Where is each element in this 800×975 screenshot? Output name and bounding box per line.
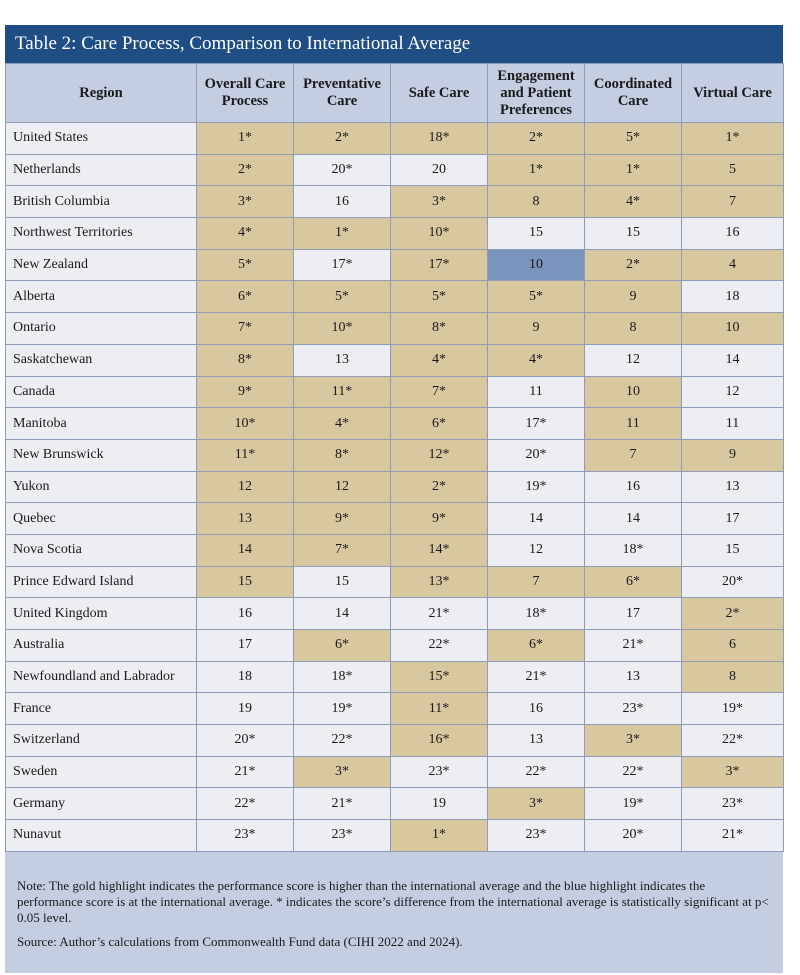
table-row [6,788,784,820]
rank-cell: 13 [294,344,391,376]
rank-cell: 9* [294,503,391,535]
rank-cell: 23* [294,820,391,852]
table-row [6,503,784,535]
rank-cell: 5* [294,281,391,313]
table-row [6,186,784,218]
region-cell: Germany [6,788,197,820]
table-row [6,566,784,598]
rank-cell: 4* [488,344,585,376]
rank-cell: 3* [488,788,585,820]
rank-cell: 1* [391,820,488,852]
rank-cell: 23* [585,693,682,725]
rank-cell: 20* [682,566,784,598]
rank-cell: 7 [682,186,784,218]
rank-cell: 12 [488,534,585,566]
table-row [6,376,784,408]
rank-cell: 16 [294,186,391,218]
region-cell: Nunavut [6,820,197,852]
rank-cell: 3* [197,186,294,218]
rank-cell: 6 [682,630,784,662]
rank-cell: 21* [294,788,391,820]
rank-cell: 20* [488,439,585,471]
column-header-safe: Safe Care [391,64,488,123]
region-cell: Alberta [6,281,197,313]
rank-cell: 7* [391,376,488,408]
table-row [6,598,784,630]
rank-cell: 7* [197,313,294,345]
column-header-overall: Overall Care Process [197,64,294,123]
rank-cell: 7* [294,534,391,566]
rank-cell: 22* [488,756,585,788]
rank-cell: 4* [585,186,682,218]
rank-cell: 14 [488,503,585,535]
rank-cell: 6* [488,630,585,662]
column-header-virtual: Virtual Care [682,64,784,123]
rank-cell: 2* [585,249,682,281]
rank-cell: 15 [488,218,585,250]
rank-cell: 5* [197,249,294,281]
table-row [6,313,784,345]
rank-cell: 1* [488,154,585,186]
region-cell: Sweden [6,756,197,788]
rank-cell: 15 [294,566,391,598]
rank-cell: 2* [488,123,585,155]
table-row [6,820,784,852]
rank-cell: 8* [294,439,391,471]
rank-cell: 23* [391,756,488,788]
region-cell: Switzerland [6,725,197,757]
rank-cell: 14* [391,534,488,566]
region-cell: Newfoundland and Labrador [6,661,197,693]
rank-cell: 12 [682,376,784,408]
rank-cell: 2* [294,123,391,155]
region-cell: New Brunswick [6,439,197,471]
rank-cell: 18* [294,661,391,693]
rank-cell: 15* [391,661,488,693]
rank-cell: 6* [585,566,682,598]
rank-cell: 3* [682,756,784,788]
rank-cell: 5* [585,123,682,155]
rank-cell: 23* [682,788,784,820]
rank-cell: 19* [585,788,682,820]
rank-cell: 4 [682,249,784,281]
region-cell: Yukon [6,471,197,503]
rank-cell: 11 [682,408,784,440]
rank-cell: 22* [682,725,784,757]
rank-cell: 21* [197,756,294,788]
table-row [6,661,784,693]
rank-cell: 22* [294,725,391,757]
rank-cell: 17 [197,630,294,662]
header-row [6,64,784,123]
rank-cell: 1* [294,218,391,250]
table-row [6,693,784,725]
rank-cell: 17 [682,503,784,535]
rank-cell: 14 [197,534,294,566]
rank-cell: 19* [294,693,391,725]
rank-cell: 9 [585,281,682,313]
table-row [6,154,784,186]
rank-cell: 18* [391,123,488,155]
table-row [6,756,784,788]
rank-cell: 20 [391,154,488,186]
rank-cell: 11* [197,439,294,471]
rank-cell: 22* [391,630,488,662]
rank-cell: 11* [294,376,391,408]
rank-cell: 21* [682,820,784,852]
rank-cell: 14 [682,344,784,376]
rank-cell: 13* [391,566,488,598]
rank-cell: 10* [294,313,391,345]
rank-cell: 20* [197,725,294,757]
rank-cell: 19 [197,693,294,725]
rank-cell: 14 [585,503,682,535]
rank-cell: 4* [294,408,391,440]
rank-cell: 16 [682,218,784,250]
region-cell: United States [6,123,197,155]
rank-cell: 3* [294,756,391,788]
table-row [6,408,784,440]
column-header-preventative: Preventative Care [294,64,391,123]
table-title: Table 2: Care Process, Comparison to International Average [5,25,783,63]
rank-cell: 13 [585,661,682,693]
rank-cell: 4* [197,218,294,250]
rank-cell: 12 [585,344,682,376]
rank-cell: 11* [391,693,488,725]
rank-cell: 12* [391,439,488,471]
rank-cell: 7 [488,566,585,598]
rank-cell: 13 [488,725,585,757]
rank-cell: 12 [197,471,294,503]
rank-cell: 17* [488,408,585,440]
rank-cell: 20* [585,820,682,852]
rank-cell: 20* [294,154,391,186]
rank-cell: 15 [682,534,784,566]
region-cell: Netherlands [6,154,197,186]
table-row [6,725,784,757]
region-cell: Nova Scotia [6,534,197,566]
table-row [6,249,784,281]
rank-cell: 16* [391,725,488,757]
rank-cell: 3* [585,725,682,757]
table-row [6,123,784,155]
region-cell: Northwest Territories [6,218,197,250]
rank-cell: 19* [488,471,585,503]
rank-cell: 3* [391,186,488,218]
rank-cell: 5 [682,154,784,186]
note-text: Note: The gold highlight indicates the performance score is higher than the international average and the blue highlight indicates the performance score is at the international average. * indicates the score’s difference from the international average is statistically significant at p< 0.05 level. [17,878,769,925]
source-text: Source: Author’s calculations from Commonwealth Fund data (CIHI 2022 and 2024). [17,934,463,949]
rank-cell: 19* [682,693,784,725]
rank-cell: 18 [682,281,784,313]
rank-cell: 10 [585,376,682,408]
rank-cell: 10 [488,249,585,281]
care-process-table [5,63,784,852]
column-header-coordinated: Coordinated Care [585,64,682,123]
region-cell: United Kingdom [6,598,197,630]
rank-cell: 16 [197,598,294,630]
rank-cell: 15 [585,218,682,250]
rank-cell: 15 [197,566,294,598]
table-row [6,630,784,662]
rank-cell: 1* [197,123,294,155]
rank-cell: 18* [488,598,585,630]
rank-cell: 6* [197,281,294,313]
rank-cell: 8 [682,661,784,693]
rank-cell: 17* [391,249,488,281]
rank-cell: 11 [488,376,585,408]
rank-cell: 8* [391,313,488,345]
rank-cell: 2* [391,471,488,503]
rank-cell: 5* [391,281,488,313]
rank-cell: 21* [488,661,585,693]
rank-cell: 8 [585,313,682,345]
rank-cell: 4* [391,344,488,376]
region-cell: Saskatchewan [6,344,197,376]
region-cell: Quebec [6,503,197,535]
table-body [6,123,784,852]
rank-cell: 1* [682,123,784,155]
rank-cell: 9* [197,376,294,408]
rank-cell: 22* [585,756,682,788]
region-cell: Australia [6,630,197,662]
rank-cell: 13 [682,471,784,503]
rank-cell: 12 [294,471,391,503]
rank-cell: 11 [585,408,682,440]
rank-cell: 17* [294,249,391,281]
table-row [6,534,784,566]
rank-cell: 9 [488,313,585,345]
rank-cell: 1* [585,154,682,186]
rank-cell: 19 [391,788,488,820]
table-row [6,439,784,471]
rank-cell: 10* [197,408,294,440]
region-cell: Manitoba [6,408,197,440]
rank-cell: 2* [682,598,784,630]
region-cell: Canada [6,376,197,408]
column-header-region: Region [6,64,197,123]
rank-cell: 7 [585,439,682,471]
rank-cell: 16 [585,471,682,503]
rank-cell: 23* [197,820,294,852]
region-cell: Prince Edward Island [6,566,197,598]
rank-cell: 8* [197,344,294,376]
table-row [6,218,784,250]
rank-cell: 10* [391,218,488,250]
table-row [6,281,784,313]
rank-cell: 2* [197,154,294,186]
rank-cell: 18 [197,661,294,693]
rank-cell: 9 [682,439,784,471]
rank-cell: 21* [391,598,488,630]
rank-cell: 10 [682,313,784,345]
rank-cell: 22* [197,788,294,820]
table-row [6,471,784,503]
region-cell: Ontario [6,313,197,345]
rank-cell: 13 [197,503,294,535]
rank-cell: 18* [585,534,682,566]
rank-cell: 6* [294,630,391,662]
rank-cell: 9* [391,503,488,535]
rank-cell: 5* [488,281,585,313]
region-cell: British Columbia [6,186,197,218]
rank-cell: 8 [488,186,585,218]
rank-cell: 17 [585,598,682,630]
rank-cell: 23* [488,820,585,852]
rank-cell: 14 [294,598,391,630]
region-cell: New Zealand [6,249,197,281]
table-row [6,344,784,376]
notes-panel [5,852,783,973]
rank-cell: 21* [585,630,682,662]
column-header-engagement: Engagement and Patient Preferences [488,64,585,123]
table-figure [5,25,783,973]
region-cell: France [6,693,197,725]
rank-cell: 6* [391,408,488,440]
rank-cell: 16 [488,693,585,725]
